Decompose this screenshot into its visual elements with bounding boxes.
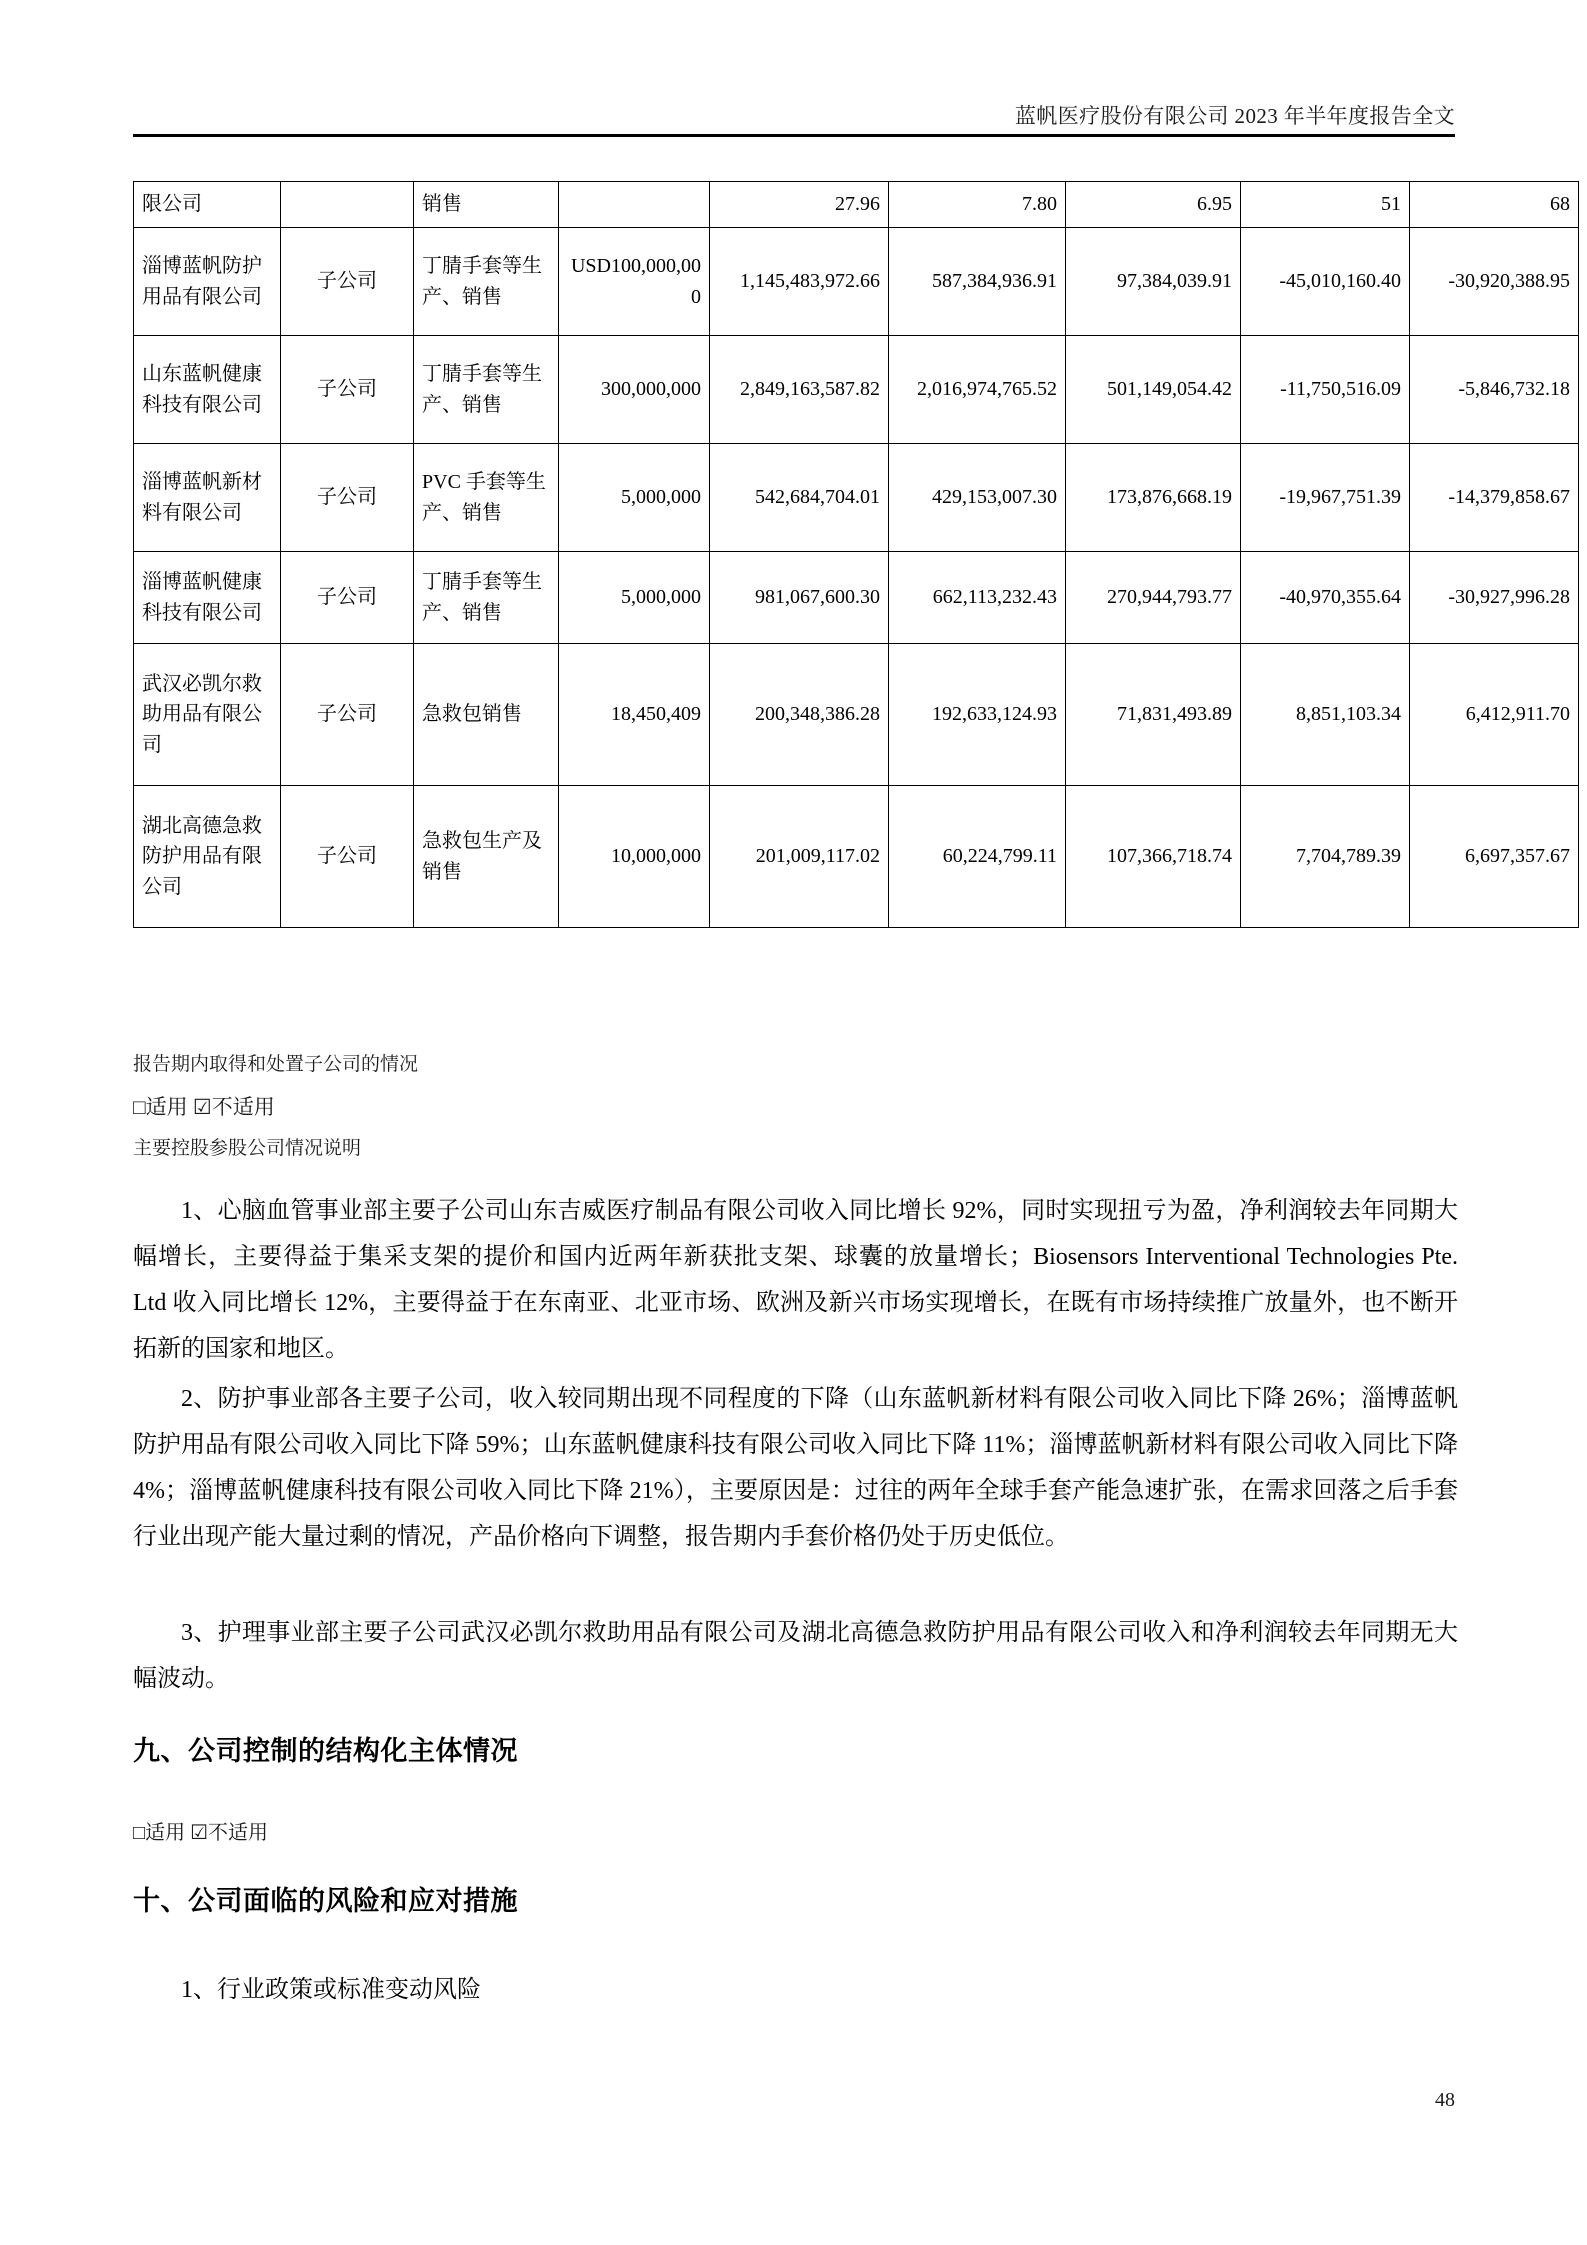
cell-company-type: 子公司 bbox=[281, 644, 414, 786]
explanation-paragraph-1 bbox=[133, 1188, 1458, 1372]
explanation-paragraph-3 bbox=[133, 1610, 1458, 1702]
section-ten-item-1: 1、行业政策或标准变动风险 bbox=[181, 1977, 481, 2003]
cell-net-assets: 429,153,007.30 bbox=[889, 444, 1066, 552]
cell-net-profit: 6,697,357.67 bbox=[1410, 786, 1579, 928]
cell-operating-profit: -19,967,751.39 bbox=[1241, 444, 1410, 552]
cell-registered-capital: 5,000,000 bbox=[559, 552, 710, 644]
cell-net-assets: 60,224,799.11 bbox=[889, 786, 1066, 928]
cell-net-profit: -14,379,858.67 bbox=[1410, 444, 1579, 552]
cell-registered-capital: 18,450,409 bbox=[559, 644, 710, 786]
cell-revenue: 501,149,054.42 bbox=[1066, 336, 1241, 444]
section-ten-title: 十、公司面临的风险和应对措施 bbox=[133, 1886, 518, 1916]
cell-total-assets: 201,009,117.02 bbox=[710, 786, 889, 928]
cell-net-assets: 2,016,974,765.52 bbox=[889, 336, 1066, 444]
section-nine-checkbox-line[interactable]: □适用 ☑不适用 bbox=[133, 1822, 269, 1844]
cell-business: 丁腈手套等生产、销售 bbox=[414, 552, 559, 644]
cell-revenue: 71,831,493.89 bbox=[1066, 644, 1241, 786]
section-nine-title: 九、公司控制的结构化主体情况 bbox=[133, 1736, 518, 1766]
header-rule bbox=[133, 134, 1455, 137]
cell-company-name: 湖北高德急救防护用品有限公司 bbox=[134, 786, 281, 928]
cell-company-type: 子公司 bbox=[281, 336, 414, 444]
cell-net-profit: -30,927,996.28 bbox=[1410, 552, 1579, 644]
cell-company-type: 子公司 bbox=[281, 444, 414, 552]
cell-company-name: 淄博蓝帆健康科技有限公司 bbox=[134, 552, 281, 644]
cell-operating-profit: 51 bbox=[1241, 182, 1410, 228]
table-row bbox=[134, 552, 1579, 644]
cell-revenue: 97,384,039.91 bbox=[1066, 228, 1241, 336]
paragraph-text: 2、防护事业部各主要子公司，收入较同期出现不同程度的下降（山东蓝帆新材料有限公司收入同比下降 26%；淄博蓝帆防护用品有限公司收入同比下降 59%；山东蓝帆健康科技有限公司收入同比下降 11%；淄博蓝帆新材料有限公司收入同比下降 4%；淄博蓝帆健康科技有限公司收入同比下降 21%），主要原因是：过往的两年全球手套产能急速扩张，在需求回落之后手套行业出现产能大量过剩的情况，产品价格向下调整，报告期内手套价格仍处于历史低位。 bbox=[133, 1386, 1458, 1550]
explanation-heading: 主要控股参股公司情况说明 bbox=[133, 1138, 362, 1159]
cell-business: 丁腈手套等生产、销售 bbox=[414, 228, 559, 336]
cell-registered-capital: USD100,000,000 bbox=[559, 228, 710, 336]
table-row bbox=[134, 644, 1579, 786]
cell-registered-capital: 10,000,000 bbox=[559, 786, 710, 928]
cell-revenue: 270,944,793.77 bbox=[1066, 552, 1241, 644]
cell-business: 急救包销售 bbox=[414, 644, 559, 786]
cell-net-profit: -30,920,388.95 bbox=[1410, 228, 1579, 336]
cell-revenue: 173,876,668.19 bbox=[1066, 444, 1241, 552]
cell-net-profit: 6,412,911.70 bbox=[1410, 644, 1579, 786]
cell-registered-capital: 300,000,000 bbox=[559, 336, 710, 444]
table-row bbox=[134, 228, 1579, 336]
cell-company-type: 子公司 bbox=[281, 552, 414, 644]
cell-company-name: 淄博蓝帆防护用品有限公司 bbox=[134, 228, 281, 336]
cell-operating-profit: -45,010,160.40 bbox=[1241, 228, 1410, 336]
cell-business: 销售 bbox=[414, 182, 559, 228]
cell-operating-profit: -40,970,355.64 bbox=[1241, 552, 1410, 644]
cell-company-type: 子公司 bbox=[281, 786, 414, 928]
cell-company-name: 山东蓝帆健康科技有限公司 bbox=[134, 336, 281, 444]
cell-registered-capital bbox=[559, 182, 710, 228]
table-row bbox=[134, 182, 1579, 228]
subsidiaries-table-wrap bbox=[133, 181, 1570, 928]
subsidiaries-table-body bbox=[134, 182, 1579, 928]
table-row bbox=[134, 444, 1579, 552]
running-header: 蓝帆医疗股份有限公司 2023 年半年度报告全文 bbox=[1014, 104, 1455, 128]
cell-business: 急救包生产及销售 bbox=[414, 786, 559, 928]
cell-registered-capital: 5,000,000 bbox=[559, 444, 710, 552]
explanation-paragraph-2 bbox=[133, 1376, 1458, 1560]
subsidiaries-table bbox=[133, 181, 1579, 928]
cell-total-assets: 2,849,163,587.82 bbox=[710, 336, 889, 444]
cell-total-assets: 542,684,704.01 bbox=[710, 444, 889, 552]
cell-total-assets: 1,145,483,972.66 bbox=[710, 228, 889, 336]
cell-revenue: 6.95 bbox=[1066, 182, 1241, 228]
cell-operating-profit: 8,851,103.34 bbox=[1241, 644, 1410, 786]
cell-operating-profit: -11,750,516.09 bbox=[1241, 336, 1410, 444]
acquisition-label: 报告期内取得和处置子公司的情况 bbox=[133, 1054, 419, 1075]
cell-company-name: 淄博蓝帆新材料有限公司 bbox=[134, 444, 281, 552]
cell-company-type bbox=[281, 182, 414, 228]
page-number: 48 bbox=[1435, 2089, 1455, 2111]
cell-net-assets: 587,384,936.91 bbox=[889, 228, 1066, 336]
cell-net-assets: 662,113,232.43 bbox=[889, 552, 1066, 644]
table-row bbox=[134, 336, 1579, 444]
cell-company-type: 子公司 bbox=[281, 228, 414, 336]
cell-revenue: 107,366,718.74 bbox=[1066, 786, 1241, 928]
cell-net-profit: -5,846,732.18 bbox=[1410, 336, 1579, 444]
cell-business: 丁腈手套等生产、销售 bbox=[414, 336, 559, 444]
cell-company-name: 武汉必凯尔救助用品有限公司 bbox=[134, 644, 281, 786]
table-row bbox=[134, 786, 1579, 928]
cell-total-assets: 200,348,386.28 bbox=[710, 644, 889, 786]
cell-net-assets: 7.80 bbox=[889, 182, 1066, 228]
cell-net-profit: 68 bbox=[1410, 182, 1579, 228]
paragraph-text: 1、心脑血管事业部主要子公司山东吉威医疗制品有限公司收入同比增长 92%，同时实现扭亏为盈，净利润较去年同期大幅增长，主要得益于集采支架的提价和国内近两年新获批支架、球囊的放量增长；Biosensors Interventional Technologies Pte. Ltd 收入同比增长 12%，主要得益于在东南亚、北亚市场、欧洲及新兴市场实现增长，在既有市场持续推广放量外，也不断开拓新的国家和地区。 bbox=[133, 1198, 1458, 1362]
cell-net-assets: 192,633,124.93 bbox=[889, 644, 1066, 786]
cell-company-name: 限公司 bbox=[134, 182, 281, 228]
acquisition-checkbox-line[interactable]: □适用 ☑不适用 bbox=[133, 1095, 275, 1119]
cell-operating-profit: 7,704,789.39 bbox=[1241, 786, 1410, 928]
cell-business: PVC 手套等生产、销售 bbox=[414, 444, 559, 552]
paragraph-text: 3、护理事业部主要子公司武汉必凯尔救助用品有限公司及湖北高德急救防护用品有限公司收入和净利润较去年同期无大幅波动。 bbox=[133, 1620, 1458, 1692]
cell-total-assets: 981,067,600.30 bbox=[710, 552, 889, 644]
cell-total-assets: 27.96 bbox=[710, 182, 889, 228]
